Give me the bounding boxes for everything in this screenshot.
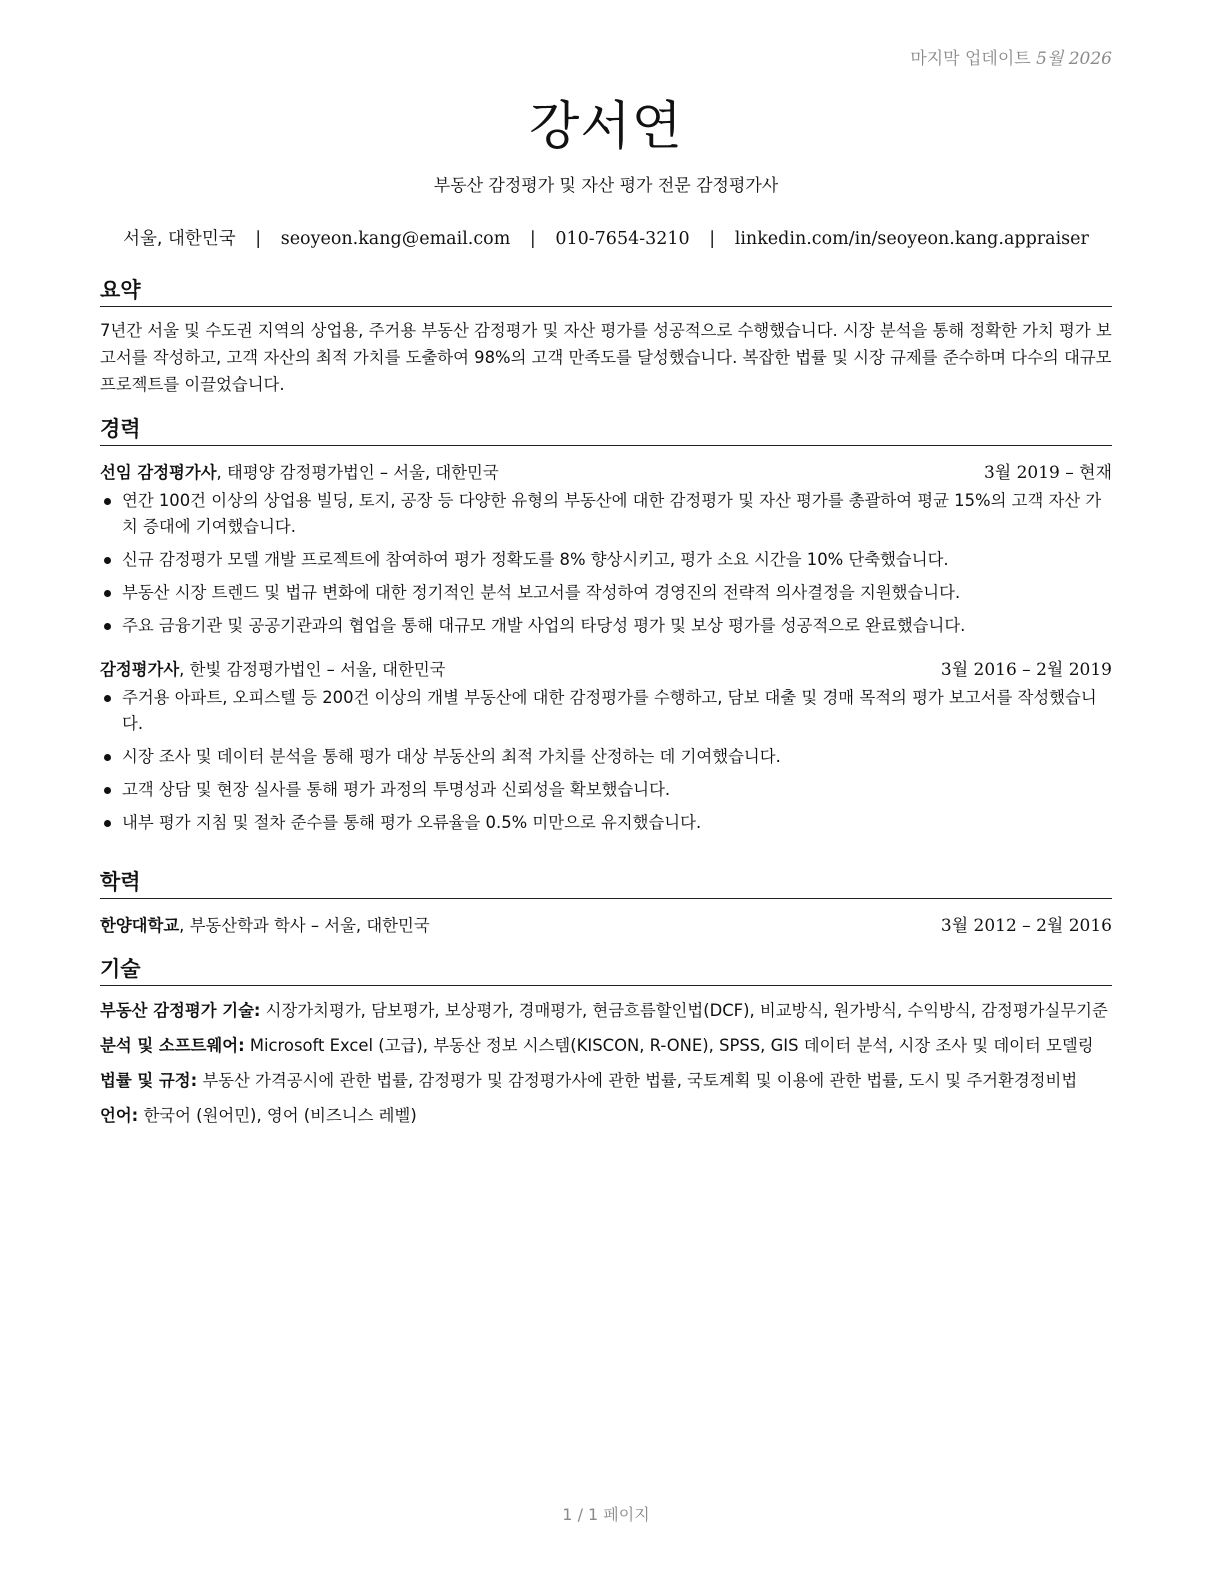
- job-role: 선임 감정평가사: [100, 463, 217, 482]
- job-bullets: [100, 685, 1112, 836]
- job-org: , 한빛 감정평가법인 – 서울, 대한민국: [179, 660, 446, 679]
- contact-email[interactable]: seoyeon.kang@email.com: [280, 229, 511, 249]
- job-title-line: [100, 657, 446, 683]
- contact-separator: |: [255, 229, 262, 249]
- skill-label: 분석 및 소프트웨어:: [100, 1036, 245, 1055]
- resume-page: [100, 0, 1112, 1584]
- job-bullet-text: 신규 감정평가 모델 개발 프로젝트에 참여하여 평가 정확도를 8% 향상시키고, 평가 소요 시간을 10% 단축했습니다.: [122, 550, 949, 569]
- job-bullet-text: 시장 조사 및 데이터 분석을 통해 평가 대상 부동산의 최적 가치를 산정하는 데 기여했습니다.: [122, 747, 781, 766]
- job-bullets: [100, 488, 1112, 639]
- job-bullet-text: 주거용 아파트, 오피스텔 등 200건 이상의 개별 부동산에 대한 감정평가를 수행하고, 담보 대출 및 경매 목적의 평가 보고서를 작성했습니다.: [122, 688, 1097, 733]
- education-entry: [100, 913, 1112, 939]
- skill-text: 한국어 (원어민), 영어 (비즈니스 레벨): [138, 1106, 417, 1125]
- job-bullet: [100, 547, 1112, 573]
- skill-row: [100, 998, 1112, 1024]
- job-bullet-text: 내부 평가 지침 및 절차 준수를 통해 평가 오류율을 0.5% 미만으로 유지했습니다.: [122, 813, 702, 832]
- last-updated-date: 5월 2026: [1036, 49, 1112, 69]
- section-title-experience: 경력: [100, 416, 1112, 446]
- skill-text: 부동산 가격공시에 관한 법률, 감정평가 및 감정평가사에 관한 법률, 국토계획 및 이용에 관한 법률, 도시 및 주거환경정비법: [197, 1071, 1078, 1090]
- last-updated: [910, 44, 1112, 69]
- job-bullet: [100, 580, 1112, 606]
- job-bullet: [100, 613, 1112, 639]
- bullet-icon: [104, 695, 111, 702]
- page-indicator: 1 / 1 페이지: [562, 1505, 650, 1524]
- job-entry: [100, 657, 1112, 836]
- bullet-icon: [104, 590, 111, 597]
- skill-label: 언어:: [100, 1106, 139, 1125]
- education-detail: , 부동산학과 학사 – 서울, 대한민국: [179, 916, 430, 935]
- summary-text: 7년간 서울 및 수도권 지역의 상업용, 주거용 부동산 감정평가 및 자산 평가를 성공적으로 수행했습니다. 시장 분석을 통해 정확한 가치 평가 보고서를 작성하고, 고객 자산의 최적 가치를 도출하여 98%의 고객 만족도를 달성했습니다. 복잡한 법률 및 시장 규제를 준수하며 다수의 대규모 프로젝트를 이끌었습니다.: [100, 321, 1112, 394]
- job-bullet-text: 연간 100건 이상의 상업용 빌딩, 토지, 공장 등 다양한 유형의 부동산에 대한 감정평가 및 자산 평가를 총괄하여 평균 15%의 고객 자산 가치 증대에 기여했습니다.: [122, 491, 1102, 536]
- education-school: 한양대학교: [100, 916, 180, 935]
- job-period: 3월 2019 – 현재: [983, 463, 1112, 483]
- skill-label: 법률 및 규정:: [100, 1071, 198, 1090]
- bullet-icon: [104, 754, 111, 761]
- bullet-icon: [104, 623, 111, 630]
- job-bullet: [100, 777, 1112, 803]
- education-section: [100, 869, 1112, 939]
- summary-section: [100, 277, 1112, 398]
- candidate-name: 강서연: [529, 97, 683, 157]
- contact-separator: |: [529, 229, 536, 249]
- job-org: , 태평양 감정평가법인 – 서울, 대한민국: [216, 463, 499, 482]
- skills-section: [100, 956, 1112, 1138]
- bullet-icon: [104, 787, 111, 794]
- contact-linkedin[interactable]: linkedin.com/in/seoyeon.kang.appraiser: [734, 229, 1089, 249]
- section-title-skills: 기술: [100, 956, 1112, 986]
- contact-line: [100, 225, 1112, 250]
- contact-location: 서울, 대한민국: [123, 229, 236, 249]
- last-updated-label: 마지막 업데이트: [910, 49, 1031, 69]
- job-header: [100, 460, 1112, 486]
- bullet-icon: [104, 498, 111, 505]
- job-bullet: [100, 685, 1112, 737]
- job-title-line: [100, 460, 499, 486]
- skill-row: [100, 1033, 1112, 1059]
- education-line: [100, 913, 430, 939]
- job-bullet-text: 주요 금융기관 및 공공기관과의 협업을 통해 대규모 개발 사업의 타당성 평가 및 보상 평가를 성공적으로 완료했습니다.: [122, 616, 966, 635]
- job-bullet: [100, 810, 1112, 836]
- job-role: 감정평가사: [100, 660, 180, 679]
- contact-phone[interactable]: 010-7654-3210: [555, 229, 690, 249]
- skills-list: [100, 998, 1112, 1129]
- job-bullet-text: 고객 상담 및 현장 실사를 통해 평가 과정의 투명성과 신뢰성을 확보했습니다.: [122, 780, 671, 799]
- education-period: 3월 2012 – 2월 2016: [940, 916, 1112, 936]
- section-title-education: 학력: [100, 869, 1112, 899]
- bullet-icon: [104, 557, 111, 564]
- job-bullet-text: 부동산 시장 트렌드 및 법규 변화에 대한 정기적인 분석 보고서를 작성하여 경영진의 전략적 의사결정을 지원했습니다.: [122, 583, 961, 602]
- job-period: 3월 2016 – 2월 2019: [940, 660, 1112, 680]
- experience-section: [100, 416, 1112, 843]
- contact-separator: |: [709, 229, 716, 249]
- candidate-headline: 부동산 감정평가 및 자산 평가 전문 감정평가사: [433, 176, 779, 196]
- skill-text: Microsoft Excel (고급), 부동산 정보 시스템(KISCON, R-ONE), SPSS, GIS 데이터 분석, 시장 조사 및 데이터 모델링: [244, 1036, 1094, 1055]
- job-entry: [100, 460, 1112, 639]
- bullet-icon: [104, 820, 111, 827]
- skill-row: [100, 1068, 1112, 1094]
- job-bullet: [100, 744, 1112, 770]
- section-title-summary: 요약: [100, 277, 1112, 307]
- job-bullet: [100, 488, 1112, 540]
- job-header: [100, 657, 1112, 683]
- skill-label: 부동산 감정평가 기술:: [100, 1001, 261, 1020]
- skill-text: 시장가치평가, 담보평가, 보상평가, 경매평가, 현금흐름할인법(DCF), 비교방식, 원가방식, 수익방식, 감정평가실무기준: [260, 1001, 1108, 1020]
- skill-row: [100, 1103, 1112, 1129]
